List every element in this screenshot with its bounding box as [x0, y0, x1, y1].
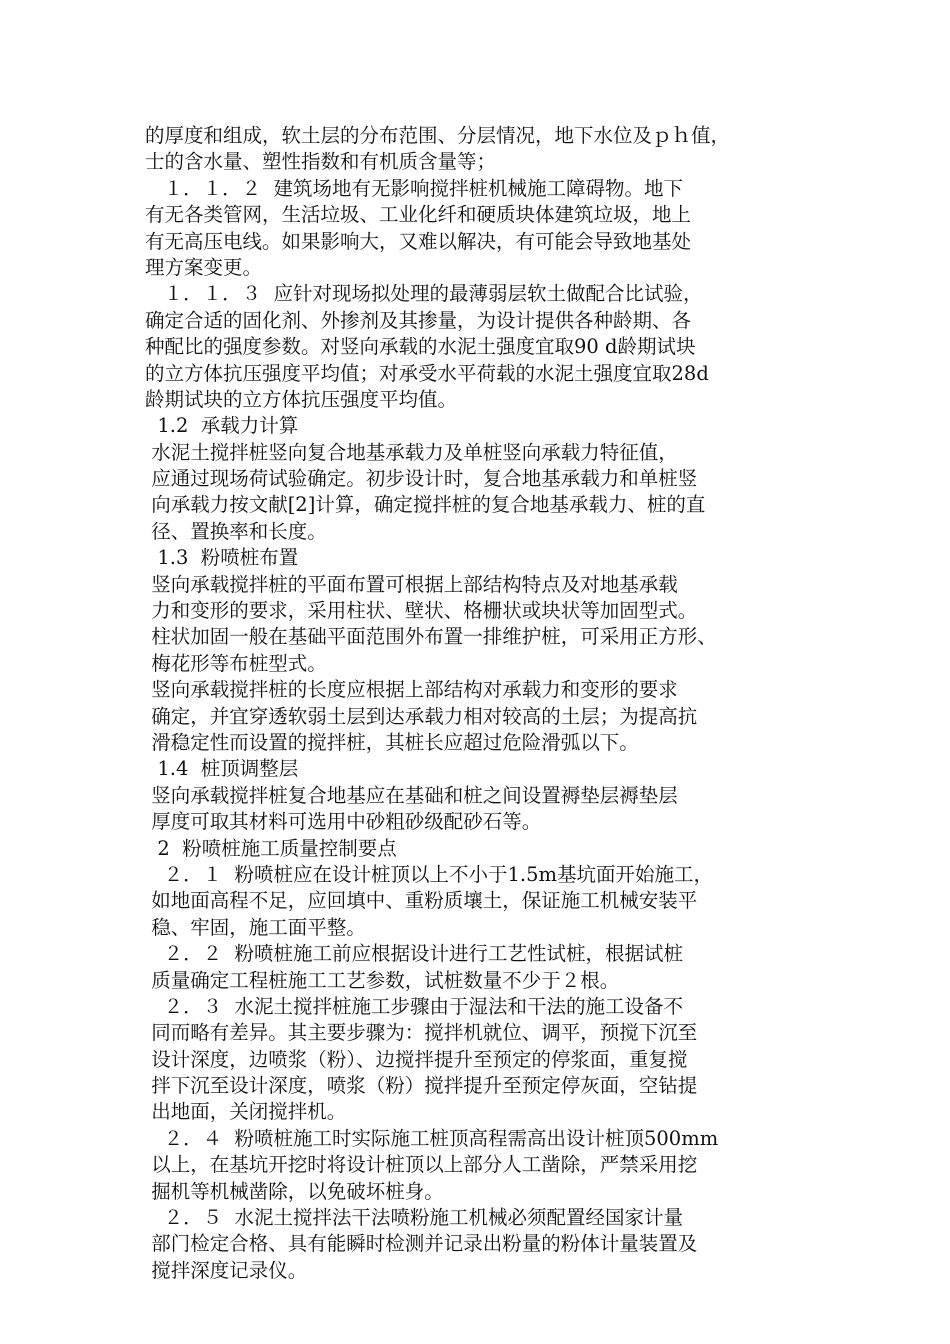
text-line: ２．４ 粉喷桩施工时实际施工桩顶高程需高出设计桩顶500mm [145, 1126, 719, 1150]
text-line: ２．１ 粉喷桩应在设计桩顶以上不小于1.5m基坑面开始施工， [145, 862, 713, 886]
text-line: ２．５ 水泥土搅拌法干法喷粉施工机械必须配置经国家计量 [145, 1206, 683, 1230]
text-line: 掘机等机械凿除，以免破坏桩身。 [145, 1179, 444, 1203]
document-body [145, 123, 825, 1284]
text-line: 理方案变更。 [145, 255, 263, 279]
text-line: 力和变形的要求，采用柱状、壁状、格栅状或块状等加固型式。 [145, 599, 698, 623]
section-heading: 2 粉喷桩施工质量控制要点 [145, 836, 397, 860]
text-line: ２．３ 水泥土搅拌桩施工步骤由于湿法和干法的施工设备不 [145, 994, 683, 1018]
text-line: 有无各类管网，生活垃圾、工业化纤和硬质块体建筑垃圾，地上 [145, 203, 692, 227]
text-line: 搅拌深度记录仪。 [145, 1258, 308, 1282]
section-heading: 1.3 粉喷桩布置 [145, 546, 299, 570]
text-line: 的厚度和组成，软土层的分布范围、分层情况，地下水位及ｐｈ值， [145, 124, 731, 147]
text-line: 柱状加固一般在基础平面范围外布置一排维护桩，可采用正方形、 [145, 625, 717, 649]
text-line: 种配比的强度参数。对竖向承载的水泥土强度宜取90 d龄期试块 [145, 335, 696, 359]
text-line: 设计深度，边喷浆（粉）、边搅拌提升至预定的停浆面，重复搅 [145, 1047, 688, 1071]
text-line: 向承载力按文献[2]计算，确定搅拌桩的复合地基承载力、桩的直 [145, 493, 706, 517]
text-line: １．１．３ 应针对现场拟处理的最薄弱层软土做配合比试验， [145, 282, 703, 306]
text-line: 水泥土搅拌桩竖向复合地基承载力及单桩竖向承载力特征值， [145, 440, 678, 464]
section-heading: 1.4 桩顶调整层 [145, 757, 299, 781]
text-line: 如地面高程不足，应回填中、重粉质壤土，保证施工机械安装平 [145, 889, 698, 913]
text-line: 确定合适的固化剂、外掺剂及其掺量，为设计提供各种龄期、各 [145, 308, 692, 332]
text-line: 滑稳定性而设置的搅拌桩，其桩长应超过危险滑弧以下。 [145, 730, 639, 754]
text-line: ２．２ 粉喷桩施工前应根据设计进行工艺性试桩，根据试桩 [145, 942, 683, 966]
text-line: 竖向承载搅拌桩的平面布置可根据上部结构特点及对地基承载 [145, 572, 678, 596]
text-line: 龄期试块的立方体抗压强度平均值。 [145, 387, 458, 411]
text-line: 士的含水量、塑性指数和有机质含量等； [145, 150, 497, 174]
text-line: 以上，在基坑开挖时将设计桩顶以上部分人工凿除，严禁采用挖 [145, 1153, 698, 1177]
text-line: 质量确定工程桩施工工艺参数，试桩数量不少于２根。 [145, 968, 620, 992]
text-line: 拌下沉至设计深度，喷浆（粉）搅拌提升至预定停灰面，空钻提 [145, 1074, 698, 1098]
text-line: 竖向承载搅拌桩的长度应根据上部结构对承载力和变形的要求 [145, 678, 678, 702]
text-line: 确定，并宜穿透软弱土层到达承载力相对较高的土层；为提高抗 [145, 704, 698, 728]
text-line: 梅花形等布桩型式。 [145, 651, 327, 675]
text-line: 厚度可取其材料可选用中砂粗砂级配砂石等。 [145, 810, 542, 834]
text-line: 的立方体抗压强度平均值；对承受水平荷载的水泥土强度宜取28d [145, 361, 709, 385]
text-line: 出地面，关闭搅拌机。 [145, 1100, 347, 1124]
text-line: 径、置换率和长度。 [145, 519, 327, 543]
text-line: １．１．２ 建筑场地有无影响搅拌桩机械施工障碍物。地下 [145, 176, 683, 200]
text-line: 应通过现场荷试验确定。初步设计时，复合地基承载力和单桩竖 [145, 467, 698, 491]
text-line: 有无高压电线。如果影响大，又难以解决，有可能会导致地基处 [145, 229, 692, 253]
section-heading: 1.2 承载力计算 [145, 414, 299, 438]
text-line: 部门检定合格、具有能瞬时检测并记录出粉量的粉体计量装置及 [145, 1232, 698, 1256]
text-line: 同而略有差异。其主要步骤为：搅拌机就位、调平，预搅下沉至 [145, 1021, 698, 1045]
text-line: 稳、牢固，施工面平整。 [145, 915, 366, 939]
text-line: 竖向承载搅拌桩复合地基应在基础和桩之间设置褥垫层褥垫层 [145, 783, 678, 807]
